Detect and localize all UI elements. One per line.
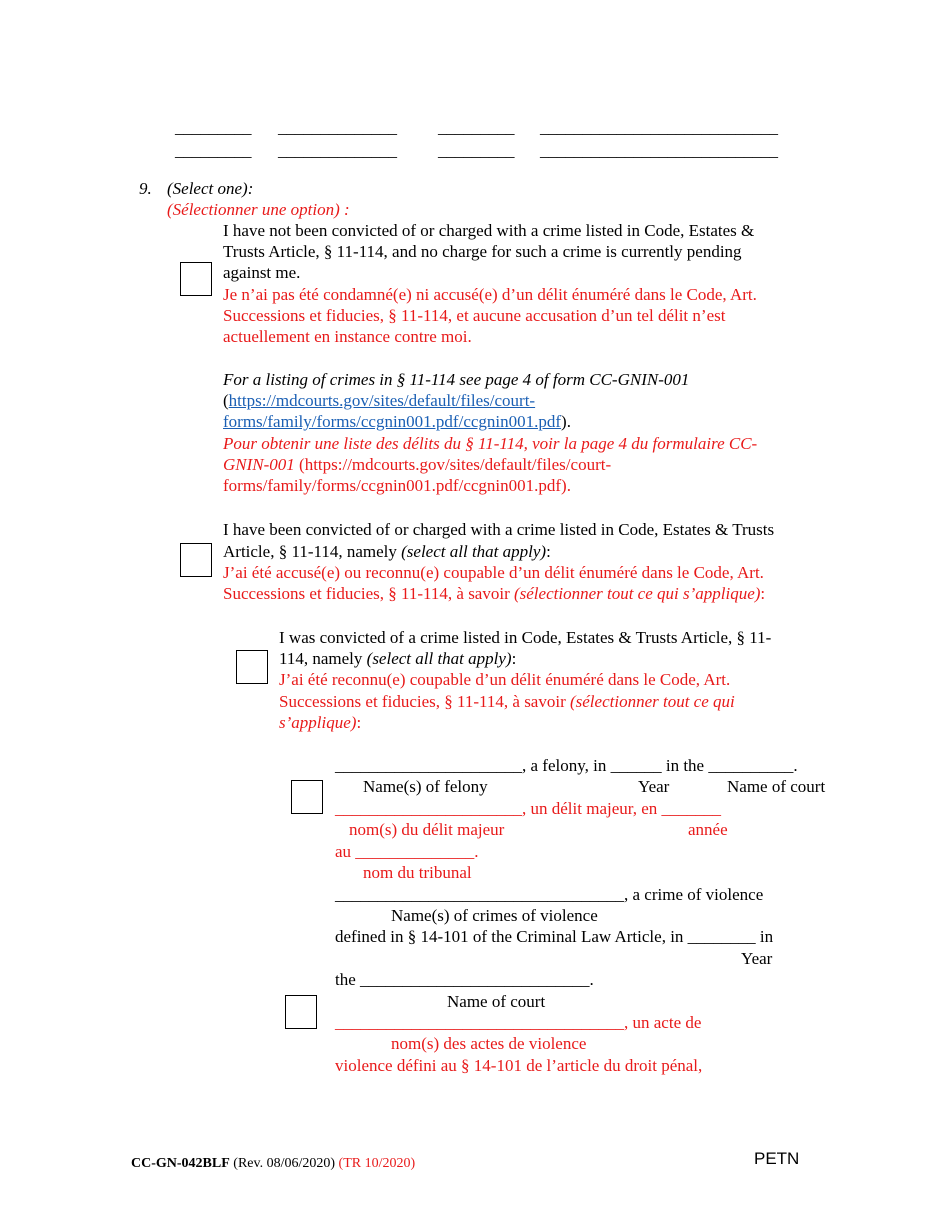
felony-line[interactable]: ______________________, a felony, in ______ in the __________. (335, 756, 798, 775)
form-id: CC-GN-042BLF (131, 1156, 230, 1171)
opt1-text-fr-3: actuellement en instance contre moi. (223, 327, 472, 346)
opt1-checkbox[interactable] (180, 262, 212, 296)
opt1-text-fr-2: Successions et fiducies, § 11-114, et aucune accusation d’un tel délit n’est (223, 306, 726, 325)
top-blank-3[interactable]: _________ (438, 118, 515, 137)
opt2-text-2a: Article, § 11-114, namely (223, 542, 402, 561)
opt2-checkbox[interactable] (180, 543, 212, 577)
top-blank-5[interactable]: _________ (175, 141, 252, 160)
opt2-text-fr-2 (223, 583, 765, 604)
opt2a-text-fr-2 (279, 691, 735, 712)
violence-line-fr[interactable]: __________________________________, un acte de (335, 1013, 702, 1032)
violence-label-year: Year (741, 949, 773, 968)
opt1-text-3: against me. (223, 263, 301, 282)
opt2-text-fr-1: J’ai été accusé(e) ou reconnu(e) coupable d’un délit énuméré dans le Code, Art. (223, 563, 764, 582)
form-tr: (TR 10/2020) (335, 1156, 416, 1171)
violence-line-2[interactable]: defined in § 14-101 of the Criminal Law Article, in ________ in (335, 927, 774, 946)
top-blank-8[interactable]: ____________________________ (540, 141, 778, 160)
opt2a-text-2c: : (511, 649, 517, 668)
opt2-text-2c: : (546, 542, 551, 561)
footer-code: PETN (754, 1149, 800, 1168)
paren-close: ). (561, 412, 571, 431)
felony-label-name-fr: nom(s) du délit majeur (349, 820, 505, 839)
opt2-text-2b: (select all that apply) (401, 542, 547, 561)
top-blank-4[interactable]: ____________________________ (540, 118, 778, 137)
listing-note-fr: Pour obtenir une liste des délits du § 11-114, voir la page 4 du formulaire CC- (223, 434, 758, 453)
felony-label-court-fr: nom du tribunal (363, 863, 472, 882)
listing-note: For a listing of crimes in § 11-114 see page 4 of form CC-GNIN-001 (223, 370, 690, 389)
form-ref-fr: GNIN-001 (223, 455, 295, 474)
opt2a-text-fr-3b: : (356, 713, 362, 732)
opt2a-text-2a: 114, namely (279, 649, 367, 668)
violence-line-3[interactable]: the ___________________________. (335, 970, 594, 989)
violence-label-name: Name(s) of crimes of violence (391, 906, 598, 925)
felony-line-fr[interactable]: ______________________, un délit majeur, en _______ (335, 799, 722, 818)
opt2a-text-fr-3 (279, 712, 361, 733)
top-blank-7[interactable]: _________ (438, 141, 515, 160)
violence-label-name-fr: nom(s) des actes de violence (391, 1034, 587, 1053)
felony-checkbox[interactable] (291, 780, 323, 814)
felony-label-name: Name(s) of felony (363, 777, 488, 796)
opt2-text-fr-2b: (sélectionner tout ce qui s’applique) (513, 584, 761, 603)
felony-court-line-fr[interactable]: au ______________. (335, 842, 479, 861)
opt2-text-2 (223, 541, 551, 562)
violence-label-court: Name of court (447, 992, 546, 1011)
opt2a-text-1: I was convicted of a crime listed in Code, Estates & Trusts Article, § 11- (279, 628, 772, 647)
felony-label-year-fr: année (688, 820, 728, 839)
top-blank-2[interactable]: ______________ (278, 118, 397, 137)
form-rev: (Rev. 08/06/2020) (229, 1156, 336, 1171)
opt2a-text-2b: (select all that apply) (366, 649, 512, 668)
listing-link-cont[interactable]: forms/family/forms/ccgnin001.pdf/ccgnin001.pdf (223, 412, 562, 431)
top-blank-1[interactable]: _________ (175, 118, 252, 137)
question-number: 9. (139, 179, 152, 198)
opt2a-text-fr-2a: Successions et fiducies, § 11-114, à savoir (279, 692, 570, 711)
violence-checkbox[interactable] (285, 995, 317, 1029)
footer-form-id (131, 1153, 415, 1174)
opt2a-text-2 (279, 648, 516, 669)
top-blank-6[interactable]: ______________ (278, 141, 397, 160)
opt2-text-fr-2a: Successions et fiducies, § 11-114, à savoir (223, 584, 514, 603)
listing-link[interactable]: https://mdcourts.gov/sites/default/files/court- (228, 391, 536, 410)
select-one-label: (Select one): (167, 179, 254, 198)
opt2a-text-fr-2b: (sélectionner tout ce qui (569, 692, 735, 711)
felony-label-court: Name of court (727, 777, 826, 796)
listing-note-fr-2 (223, 454, 611, 475)
opt1-text-1: I have not been convicted of or charged with a crime listed in Code, Estates & (223, 221, 755, 240)
select-one-label-fr: (Sélectionner une option) : (167, 200, 350, 219)
url-fr: (https://mdcourts.gov/sites/default/files/court- (294, 455, 612, 474)
opt2-text-fr-2c: : (760, 584, 766, 603)
opt1-text-2: Trusts Article, § 11-114, and no charge for such a crime is currently pending (223, 242, 742, 261)
violence-line[interactable]: __________________________________, a crime of violence (335, 885, 764, 904)
listing-link-line1 (223, 390, 535, 411)
opt1-text-fr-1: Je n’ai pas été condamné(e) ni accusé(e) d’un délit énuméré dans le Code, Art. (223, 285, 757, 304)
listing-note-fr-3: forms/family/forms/ccgnin001.pdf/ccgnin001.pdf). (223, 476, 571, 495)
opt2-text-1: I have been convicted of or charged with a crime listed in Code, Estates & Trusts (223, 520, 775, 539)
listing-link-line2 (223, 411, 571, 432)
opt2a-checkbox[interactable] (236, 650, 268, 684)
opt2a-text-fr-3a: s’applique) (279, 713, 357, 732)
felony-label-year: Year (638, 777, 670, 796)
paren-open: ( (223, 391, 229, 410)
opt2a-text-fr-1: J’ai été reconnu(e) coupable d’un délit énuméré dans le Code, Art. (279, 670, 731, 689)
violence-line-fr-2: violence défini au § 14-101 de l’article du droit pénal, (335, 1056, 703, 1075)
